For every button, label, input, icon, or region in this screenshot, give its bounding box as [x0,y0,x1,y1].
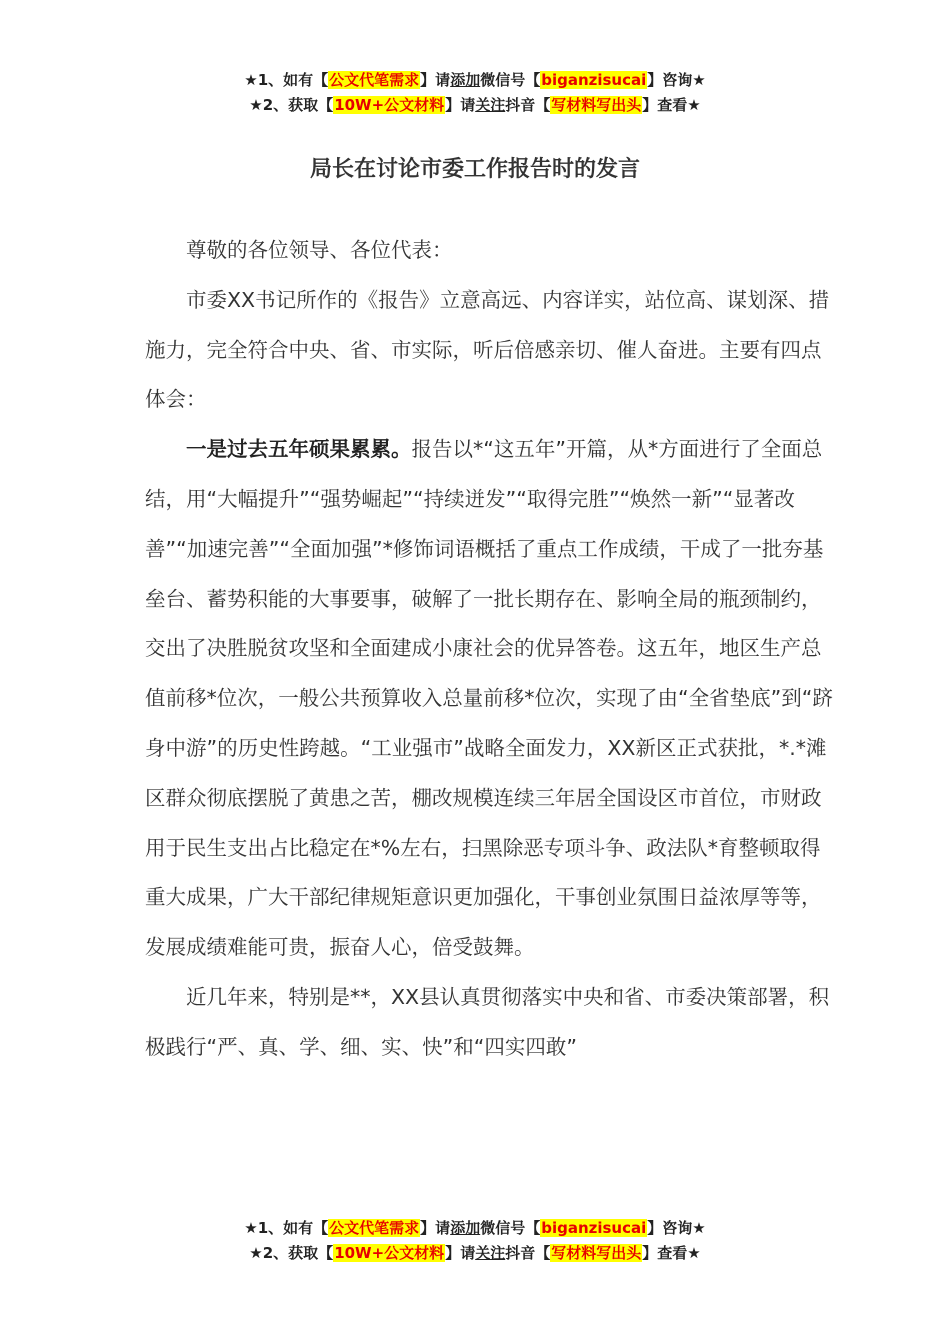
promo-text: 】请 [420,71,451,89]
promo-text: 】查看★ [642,1244,701,1262]
paragraph-intro: 市委XX书记所作的《报告》立意高远、内容详实，站位高、谋划深、措施力，完全符合中央、省、市实际，听后倍感亲切、催人奋进。主要有四点体会： [145,287,830,412]
promo-highlight: 10W+公文材料 [334,1244,445,1262]
promo-text: ★2、获取【 [249,96,334,114]
promo-text: 】咨询★ [647,71,706,89]
promo-text: 】咨询★ [647,1219,706,1237]
paragraph-point-one [145,425,835,973]
promo-underline: 关注 [475,1244,506,1262]
paragraph-recent-years: 近几年来，特别是**，XX县认真贯彻落实中央和省、市委决策部署，积极践行“严、真、学、细、实、快”和“四实四敢” [145,984,830,1059]
promo-text: 】请 [445,1244,476,1262]
promo-text: 抖音【 [505,96,551,114]
point-one-text: 报告以*“这五年”开篇，从*方面进行了全面总结，用“大幅提升”“强势崛起”“持续迸发”“取得完胜”“焕然一新”“显著改善”“加速完善”“全面加强”*修饰词语概括了重点工作成绩，干成了一批夯基垒台、蓄势积能的大事要事，破解了一批长期存在、影响全局的瓶颈制约，交出了决胜脱贫攻坚和全面建成小康社会的优异答卷。这五年，地区生产总值前移*位次，一般公共预算收入总量前移*位次，实现了由“全省垫底”到“跻身中游”的历史性跨越。“工业强市”战略全面发力，XX新区正式获批，*.*滩区群众彻底摆脱了黄患之苦，棚改规模连续三年居全国设区市首位，市财政用于民生支出占比稳定在*%左右，扫黑除恶专项斗争、政法队*育整顿取得重大成果，广大干部纪律规矩意识更加强化，干事创业氛围日益浓厚等等，发展成绩难能可贵，振奋人心，倍受鼓舞。 [145,437,833,960]
wechat-id-highlight: biganzisucai [541,71,647,89]
promo-text: 】请 [420,1219,451,1237]
promo-text: 微信号【 [480,1219,541,1237]
promo-text: 微信号【 [480,71,541,89]
promo-highlight: 公文代笔需求 [329,71,420,89]
wechat-id-highlight: biganzisucai [541,1219,647,1237]
promo-line-2 [0,1241,950,1266]
promo-underline: 关注 [475,96,506,114]
point-one-lead: 一是过去五年硕果累累。 [186,437,412,462]
douyin-highlight: 写材料写出头 [551,96,642,114]
promo-underline: 添加 [450,71,481,89]
promo-text: ★1、如有【 [244,1219,329,1237]
promo-highlight: 公文代笔需求 [329,1219,420,1237]
promo-banner-top [0,68,950,118]
promo-line-2 [0,93,950,118]
greeting: 尊敬的各位领导、各位代表： [186,238,453,262]
document-body [145,226,835,1073]
promo-line-1 [0,1216,950,1241]
promo-text: ★2、获取【 [249,1244,334,1262]
promo-text: 】请 [445,96,476,114]
promo-underline: 添加 [450,1219,481,1237]
promo-line-1 [0,68,950,93]
promo-text: 】查看★ [642,96,701,114]
douyin-highlight: 写材料写出头 [551,1244,642,1262]
promo-highlight: 10W+公文材料 [334,96,445,114]
document-title: 局长在讨论市委工作报告时的发言 [309,157,640,182]
promo-text: ★1、如有【 [244,71,329,89]
promo-banner-bottom [0,1216,950,1266]
promo-text: 抖音【 [505,1244,551,1262]
